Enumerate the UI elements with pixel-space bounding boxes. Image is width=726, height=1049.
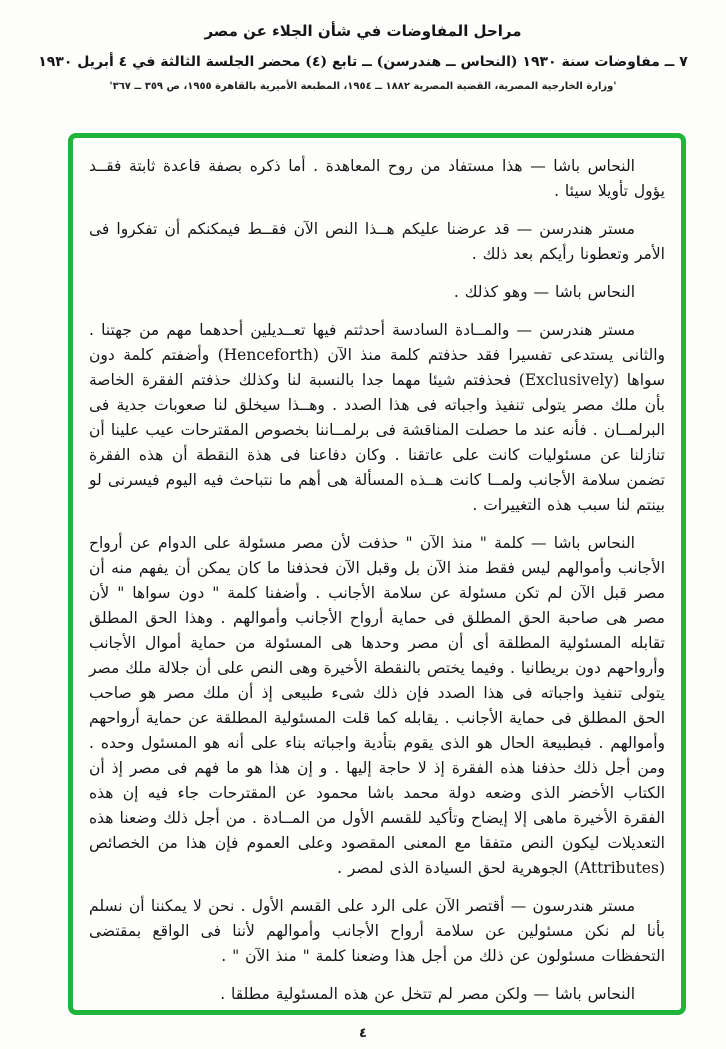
dialogue-dash: — xyxy=(510,897,527,915)
dialogue-dash: — xyxy=(516,321,533,339)
speaker-name: مستر هندرسون xyxy=(532,897,635,915)
dialogue-dash: — xyxy=(531,534,547,552)
speaker-name: مستر هندرسن xyxy=(539,220,635,238)
dialogue-text: قد عرضنا عليكم هــذا النص الآن فقــط فيمكنكم أن تفكروا فى الأمر وتعطونا رأيكم بعد ذلك . xyxy=(89,220,665,263)
source-citation: 'وزارة الخارجية المصرية، القضية المصرية ١٨٨٢ ــ ١٩٥٤، المطبعة الأميرية بالقاهرة ١٩٥٥، ص ٣٥٩ ــ ٣٦٧' xyxy=(109,81,617,92)
document-header xyxy=(0,22,726,92)
dialogue-dash: — xyxy=(533,283,550,301)
dialogue-paragraph xyxy=(89,531,665,881)
dialogue-paragraph xyxy=(89,982,665,1007)
dialogue-text: أقتصر الآن على الرد على القسم الأول . نحن لا يمكننا أن نسلم بأنا لم نكن مسئولين عن سلامة أرواح الأجانب وأموالهم لأننا فى الواقع بمقتضى التحفظات مسئولون عن ذلك من أجل هذا وضعنا كلمة " منذ الآن " . xyxy=(89,897,665,965)
dialogue-paragraph xyxy=(89,280,665,305)
dialogue-text: هذا مستفاد من روح المعاهدة . أما ذكره بصفة قاعدة ثابتة فقــد يؤول تأويلا سيئا . xyxy=(89,157,665,200)
dialogue-paragraph xyxy=(89,154,665,204)
dialogue-dash: — xyxy=(533,985,550,1003)
page-number: ٤ xyxy=(359,1026,367,1041)
dialogue-dash: — xyxy=(530,157,546,175)
speaker-name: النحاس باشا xyxy=(554,985,635,1003)
dialogue-text: والمــادة السادسة أحدثتم فيها تعــديلين أحدهما مهم من جهتنا . والثانى يستدعى تفسيرا فقد حذفتم كلمة منذ الآن (Henceforth) وأضفتم كلمة دون سواها (Exclusively) فحذفتم شيئا مهما جدا بالنسبة لنا وكذلك حذفتم الفقرة الخاصة بأن ملك مصر يتولى تنفيذ واجباته فى هذا الصدد . وهــذا سيخلق لنا صعوبات جدية فى البرلمــان . فأنه عند ما حصلت المناقشة فى برلمــاننا بخصوص المقترحات عيب علينا أن تنازلنا عن مسئوليات كانت على عاتقنا . وكان دفاعنا فى هذة النقطة أن هذه الفقرة تضمن سلامة الأجانب ولمــا كانت هــذه المسألة هى أهم ما نتباحث فيه اليوم فيسرنى لو بينتم لنا سبب هذه التغييرات . xyxy=(89,321,666,514)
speaker-name: مستر هندرسن xyxy=(539,321,636,339)
dialogue-paragraph xyxy=(89,217,665,267)
dialogue-text: ولكن مصر لم تتخل عن هذه المسئولية مطلقا . xyxy=(220,985,528,1003)
dialogue-text: كلمة " منذ الآن " حذفت لأن مصر مسئولة على الدوام عن أرواح الأجانب وأموالهم ليس فقط منذ الآن بل وقبل الآن فحذفنا ما كان يمكن أن يفهم منه أن مصر قبل الآن لم تكن مسئولة عن سلامة الأجانب . وأضفنا كلمة " دون سواها " لأن مصر هى صاحبة الحق المطلق فى حماية أرواح الأجانب وأموالهم . وهذا الحق المطلق تقابله المسئولية المطلقة أى أن مصر وحدها هى المسئولة من حماية أموال الأجانب وأرواحهم دون بريطانيا . وفيما يختص بالنقطة الأخيرة وهى النص على أن جلالة ملك مصر يتولى تنفيذ واجباته فى هذا الصدد فإن ذلك شىء طبيعى إذ أن ملك مصر هو صاحب الحق المطلق فى حماية الأجانب . يقابله كما قلت المسئولية المطلقة عن حماية أرواحهم وأموالهم . فبطبيعة الحال هو الذى يقوم بتأدية واجباته بناء على أنه هو المسئول وحده . ومن أجل ذلك حذفنا هذه الفقرة إذ لا حاجة إليها . و إن هذا هو ما فهم فى مصر إذ أن الكتاب الأخضر الذى وضعه دولة محمد باشا محمود عن المقترحات جاء فيه إن هذه الفقرة الأخيرة ماهى إلا إيضاح وتأكيد للقسم الأول من المــادة . من أجل ذلك وضعنا هذه التعديلات ليكون النص متفقا مع المعنى المقصود وعلى العموم فإن هذا من الخصائص (Attributes) الجوهرية لحق السيادة الذى لمصر . xyxy=(89,534,665,877)
page-title: مراحل المفاوضات في شأن الجلاء عن مصر xyxy=(204,22,522,40)
speaker-name: النحاس باشا xyxy=(553,157,635,175)
speaker-name: النحاس باشا xyxy=(553,534,635,552)
dialogue-text: وهو كذلك . xyxy=(453,283,528,301)
dialogue-paragraph xyxy=(89,894,665,969)
page-subtitle: ٧ ــ مفاوضات سنة ١٩٣٠ (النحاس ــ هندرسن) ــ تابع (٤) محضر الجلسة الثالثة في ٤ أبريل ١٩٣٠ xyxy=(38,54,688,70)
dialogue-paragraph xyxy=(89,318,665,518)
dialogue-dash: — xyxy=(516,220,533,238)
speaker-name: النحاس باشا xyxy=(554,283,635,301)
highlight-box xyxy=(68,133,686,1015)
